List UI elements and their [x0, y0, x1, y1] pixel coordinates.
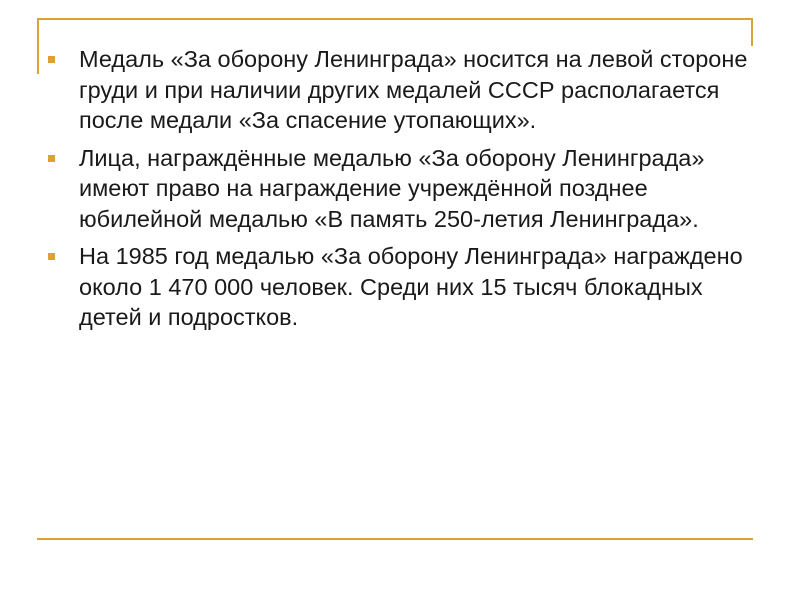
bullet-item — [48, 44, 760, 136]
bullet-item — [48, 241, 760, 333]
bullet-text: Лица, награждённые медалью «За оборону Ленинграда» имеют право на награждение учреждённой позднее юбилейной медалью «В память 250-летия Ленинграда». — [79, 144, 705, 232]
square-bullet-icon — [48, 253, 55, 260]
frame-top-line — [37, 18, 753, 20]
square-bullet-icon — [48, 155, 55, 162]
frame-bottom-line — [37, 538, 753, 540]
slide-content — [48, 44, 760, 340]
frame-left-tick — [37, 18, 39, 74]
bullet-text: На 1985 год медалью «За оборону Ленинграда» награждено около 1 470 000 человек. Среди них 15 тысяч блокадных детей и подростков. — [79, 243, 743, 330]
bullet-item — [48, 143, 760, 235]
square-bullet-icon — [48, 56, 55, 63]
frame-right-tick — [751, 18, 753, 46]
bullet-text: Медаль «За оборону Ленинграда» носится на левой стороне груди и при наличии других медалей СССР располагается после медали «За спасение утопающих». — [79, 46, 748, 133]
